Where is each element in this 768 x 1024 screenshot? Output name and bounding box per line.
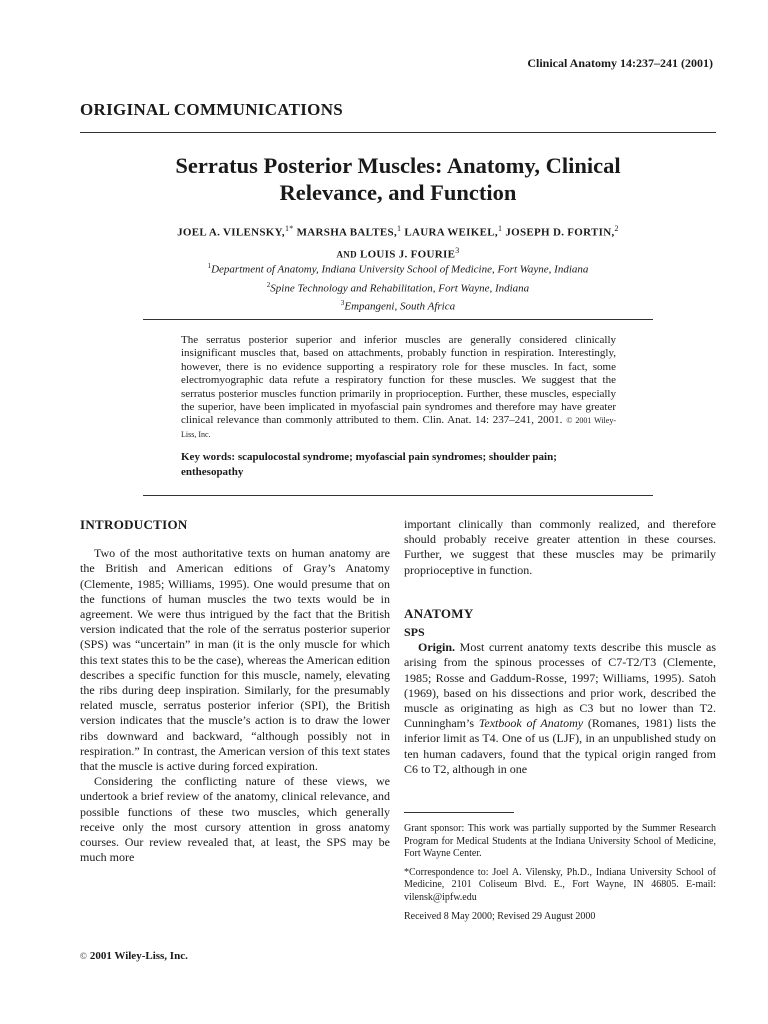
abstract [181, 334, 616, 441]
section-label: ORIGINAL COMMUNICATIONS [80, 100, 344, 119]
author-conjunction: AND [336, 249, 357, 260]
title-line-2: Relevance, and Function [279, 180, 517, 205]
anatomy-heading: ANATOMY [404, 605, 474, 621]
origin-run-in: Origin. [418, 640, 456, 655]
author-list [80, 220, 716, 263]
header-rule [80, 132, 716, 133]
affiliation-1: $^1$Department of Anatomy, Indiana University School of Medicine, Fort Wayne, Indiana [207, 262, 589, 276]
keywords-terms: scapulocostal syndrome; myofascial pain syndromes; shoulder pain; enthesopathy [181, 451, 557, 478]
grant-footnote: Grant sponsor: This work was partially supported by the Summer Research Program for Medical Students at the Indiana University School of Medicine, Fort Wayne Center. [404, 823, 716, 860]
footer-copyright: 2001 Wiley-Liss, Inc. [89, 950, 188, 962]
author-2-affil: 1 [397, 224, 402, 233]
sps-subheading: SPS [404, 625, 425, 640]
journal-reference: Clinical Anatomy 14:237–241 (2001) [527, 56, 713, 70]
author-1: JOEL A. VILENSKY, [177, 226, 285, 239]
copyright-symbol: © [80, 951, 87, 961]
author-3: LAURA WEIKEL, [404, 226, 498, 239]
abstract-top-rule [143, 319, 653, 320]
footnote-rule [404, 812, 514, 813]
origin-text-2: (Romanes, 1981) lists the inferior limit as T4. One of us (LJF), in an unpublished study on ten human cadavers, found that the typical origin ranged from C6 to T2, although in one [404, 716, 716, 776]
author-4-affil: 2 [614, 224, 619, 233]
author-4: JOSEPH D. FORTIN, [505, 226, 615, 239]
origin-paragraph [404, 640, 716, 777]
origin-book-title: Textbook of Anatomy [478, 716, 584, 731]
keywords-label: Key words: [181, 451, 236, 463]
right-column [404, 517, 716, 777]
author-2: MARSHA BALTES, [296, 226, 397, 239]
keywords [181, 450, 616, 480]
author-3-affil: 1 [497, 224, 503, 233]
left-column [80, 517, 390, 865]
article-title [80, 152, 716, 206]
affiliation-list [80, 259, 716, 315]
introduction-heading: INTRODUCTION [80, 517, 188, 532]
affiliation-3: $^3$Empangeni, South Africa [340, 299, 456, 313]
origin-text-1: Most current anatomy texts describe this muscle as arising from the spinous processes of C7-T2/T3 (Clemente, 1985; Rosse and Gaddum-Rosse, 1997; Williams, 1995). Satoh (1969), based on his dissections and prior work, described the muscle as originating as high as C3 but no lower than T2. Cunningham’s [404, 640, 716, 731]
page-footer [80, 950, 188, 962]
author-1-affil: 1* [284, 224, 294, 233]
abstract-bottom-rule [143, 495, 653, 496]
received-footnote: Received 8 May 2000; Revised 29 August 2000 [404, 910, 596, 922]
abstract-copyright: © 2001 Wiley-Liss, Inc. [181, 416, 616, 439]
introduction-paragraph-1: Two of the most authoritative texts on human anatomy are the British and American editions of Gray’s Anatomy (Clemente, 1985; Williams, 1995). One would presume that on the functions of human muscles the two texts would be in agreement. We were thus intrigued by the fact that the British version indicated that the role of the serratus posterior superior (SPS) was “uncertain” in man (it is the only muscle for which this text states this to be the case), whereas the American edition describes a specific function for this muscle, namely, elevating the ribs during deep inspiration. Similarly, for the presumably related muscle, serratus posterior inferior (SPI), the British version indicates that the muscle’s action is to draw the lower ribs downward and backward, “although possibly not in respiration.” In contrast, the American version of this text states that the muscle is active during forced expiration. [80, 546, 390, 774]
abstract-text: The serratus posterior superior and inferior muscles are generally considered clinically insignificant muscles that, based on attachments, probably function in respiration. Interestingly, however, there is no evidence supporting a respiratory role for these muscles. In fact, some electromyographic data refute a respiratory function for these muscles. We suggest that the serratus posterior muscles function primarily in proprioception. Further, these muscles, especially the superior, have been implicated in myofascial pain syndromes and therefore may have greater clinical relevance than commonly attributed to them. Clin. Anat. 14: 237–241, 2001. [181, 334, 616, 427]
introduction-paragraph-continued: important clinically than commonly realized, and therefore should probably receive greater attention in these courses. Further, we suggest that these muscles may be primarily proprioceptive in function. [404, 517, 716, 577]
author-5: LOUIS J. FOURIE [359, 248, 456, 261]
affiliation-2: $^2$Spine Technology and Rehabilitation, Fort Wayne, Indiana [266, 280, 530, 295]
correspondence-footnote: *Correspondence to: Joel A. Vilensky, Ph.D., Indiana University School of Medicine, 2101 Coliseum Blvd. E., Fort Wayne, IN 46805. E-mail: vilensk@ipfw.edu [404, 866, 716, 903]
author-5-affil: 3 [455, 245, 460, 255]
introduction-paragraph-2: Considering the conflicting nature of these views, we undertook a brief review of the anatomy, clinical relevance, and possible functions of these two muscles, which generally receive only the most cursory attention in gross anatomy courses. Our review revealed that, at least, the SPS may be much more [80, 774, 390, 865]
footnotes [404, 823, 716, 929]
author-line-1 [80, 220, 716, 242]
title-line-1: Serratus Posterior Muscles: Anatomy, Clinical [175, 153, 621, 178]
